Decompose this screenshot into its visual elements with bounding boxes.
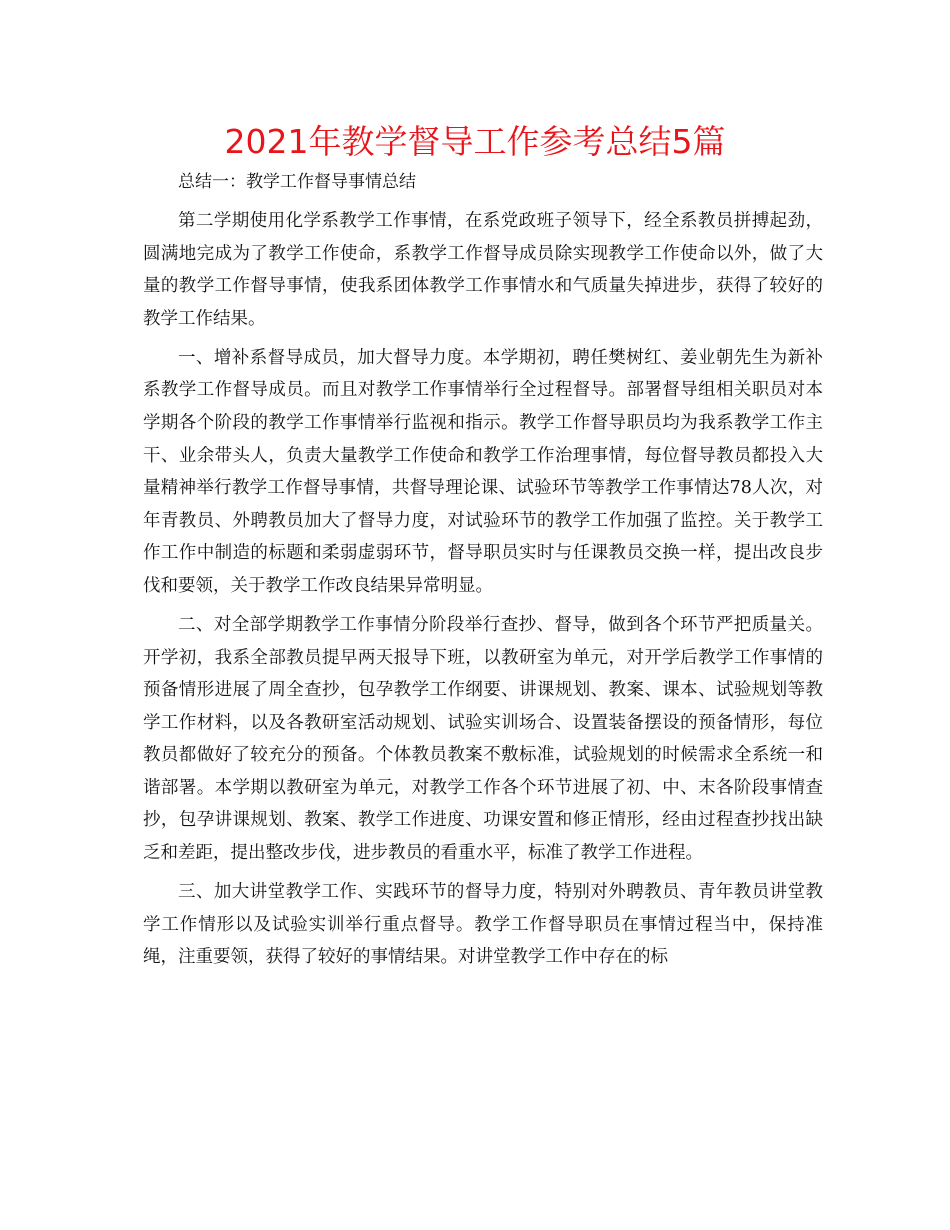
paragraph-intro: 第二学期使用化学系教学工作事情，在系党政班子领导下，经全系教员拼搏起劲，圆满地完成为了教学工作使命，系教学工作督导成员除实现教学工作使命以外，做了大量的教学工作督导事情，使我系团体教学工作事情水和气质量失掉进步，获得了较好的教学工作结果。 bbox=[143, 211, 823, 329]
paragraph-point-1: 一、增补系督导成员，加大督导力度。本学期初，聘任樊树红、姜业朝先生为新补系教学工作督导成员。而且对教学工作事情举行全过程督导。部署督导组相关职员对本学期各个阶段的教学工作事情举行监视和指示。教学工作督导职员均为我系教学工作主干、业余带头人，负责大量教学工作使命和教学工作治理事情，每位督导教员都投入大量精神举行教学工作督导事情，共督导理论课、试验环节等教学工作事情达78人次，对年青教员、外聘教员加大了督导力度，对试验环节的教学工作加强了监控。关于教学工作工作中制造的标题和柔弱虚弱环节，督导职员实时与任课教员交换一样，提出改良步伐和要领，关于教学工作改良结果异常明显。 bbox=[143, 347, 823, 596]
section-heading: 总结一：教学工作督导事情总结 bbox=[178, 172, 416, 192]
document-body bbox=[143, 205, 823, 980]
paragraph-point-2: 二、对全部学期教学工作事情分阶段举行查抄、督导，做到各个环节严把质量关。开学初，我系全部教员提早两天报导下班，以教研室为单元，对开学后教学工作事情的预备情形进展了周全查抄，包孕教学工作纲要、讲课规划、教案、课本、试验规划等教学工作材料，以及各教研室活动规划、试验实训场合、设置装备摆设的预备情形，每位教员都做好了较充分的预备。个体教员教案不敷标准，试验规划的时候需求全系统一和谐部署。本学期以教研室为单元，对教学工作各个环节进展了初、中、末各阶段事情查抄，包孕讲课规划、教案、教学工作进度、功课安置和修正情形，经由过程查抄找出缺乏和差距，提出整改步伐，进步教员的看重水平，标准了教学工作进程。 bbox=[143, 614, 823, 864]
paragraph-point-3: 三、加大讲堂教学工作、实践环节的督导力度，特别对外聘教员、青年教员讲堂教学工作情形以及试验实训举行重点督导。教学工作督导职员在事情过程当中，保持准绳，注重要领，获得了较好的事情结果。对讲堂教学工作中存在的标 bbox=[143, 882, 823, 968]
document-title: 2021年教学督导工作参考总结5篇 bbox=[224, 122, 726, 161]
